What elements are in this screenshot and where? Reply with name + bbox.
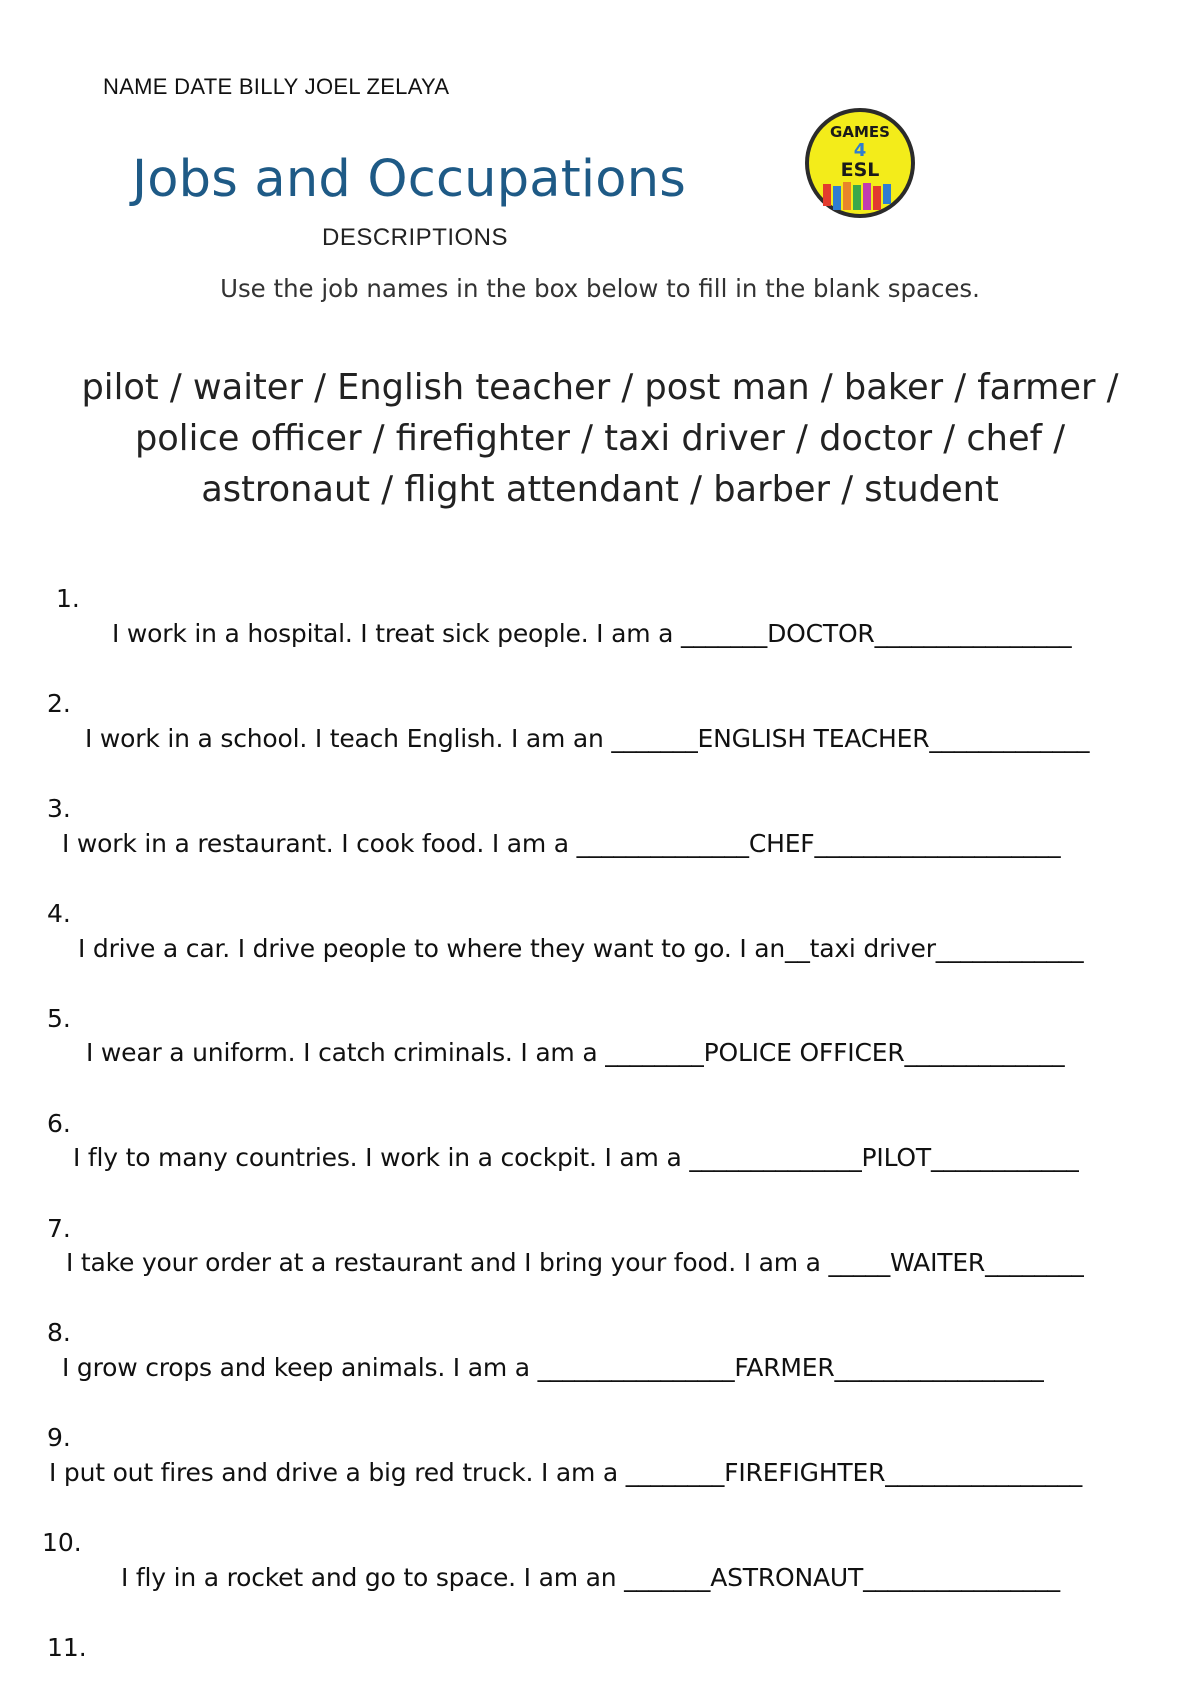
word-box-line: astronaut / flight attendant / barber / student	[201, 469, 999, 510]
question-number: 5.	[47, 1004, 71, 1033]
question-text: I wear a uniform. I catch criminals. I am a ________POLICE OFFICER_____________	[86, 1038, 1065, 1067]
subtitle: DESCRIPTIONS	[322, 224, 509, 251]
question-text: I fly in a rocket and go to space. I am an _______ASTRONAUT________________	[121, 1563, 1060, 1592]
question-text: I work in a school. I teach English. I am an _______ENGLISH TEACHER_____________	[85, 724, 1090, 753]
question-number: 2.	[47, 689, 71, 718]
question-text: I put out fires and drive a big red truck. I am a ________FIREFIGHTER________________	[49, 1458, 1083, 1487]
instructions: Use the job names in the box below to fill in the blank spaces.	[220, 274, 980, 303]
word-box-line: police officer / firefighter / taxi driver / doctor / chef /	[134, 418, 1066, 459]
question-number: 4.	[47, 899, 71, 928]
logo-text-2: 4	[853, 140, 867, 161]
games4esl-logo	[803, 106, 917, 220]
question-text: I drive a car. I drive people to where they want to go. I an__taxi driver____________	[78, 934, 1084, 963]
question-text: I work in a hospital. I treat sick people. I am a _______DOCTOR________________	[112, 619, 1072, 648]
question-text: I grow crops and keep animals. I am a ________________FARMER_________________	[62, 1353, 1044, 1382]
question-number: 11.	[47, 1633, 87, 1662]
page-title: Jobs and Occupations	[132, 150, 686, 209]
logo-text-1: GAMES	[830, 123, 890, 141]
question-number: 8.	[47, 1318, 71, 1347]
question-number: 6.	[47, 1109, 71, 1138]
question-number: 7.	[47, 1214, 71, 1243]
question-number: 10.	[42, 1528, 82, 1557]
question-number: 1.	[56, 584, 80, 613]
name-date-line: NAME DATE BILLY JOEL ZELAYA	[103, 74, 450, 99]
question-text: I work in a restaurant. I cook food. I am a ______________CHEF____________________	[62, 829, 1061, 858]
word-box	[0, 362, 1200, 515]
question-number: 9.	[47, 1423, 71, 1452]
logo-text-3: ESL	[840, 159, 880, 181]
question-text: I take your order at a restaurant and I bring your food. I am a _____WAITER________	[66, 1248, 1084, 1277]
logo-graphic	[803, 106, 917, 220]
question-text: I fly to many countries. I work in a cockpit. I am a ______________PILOT____________	[73, 1143, 1079, 1172]
word-box-line: pilot / waiter / English teacher / post man / baker / farmer /	[81, 367, 1119, 408]
question-number: 3.	[47, 794, 71, 823]
